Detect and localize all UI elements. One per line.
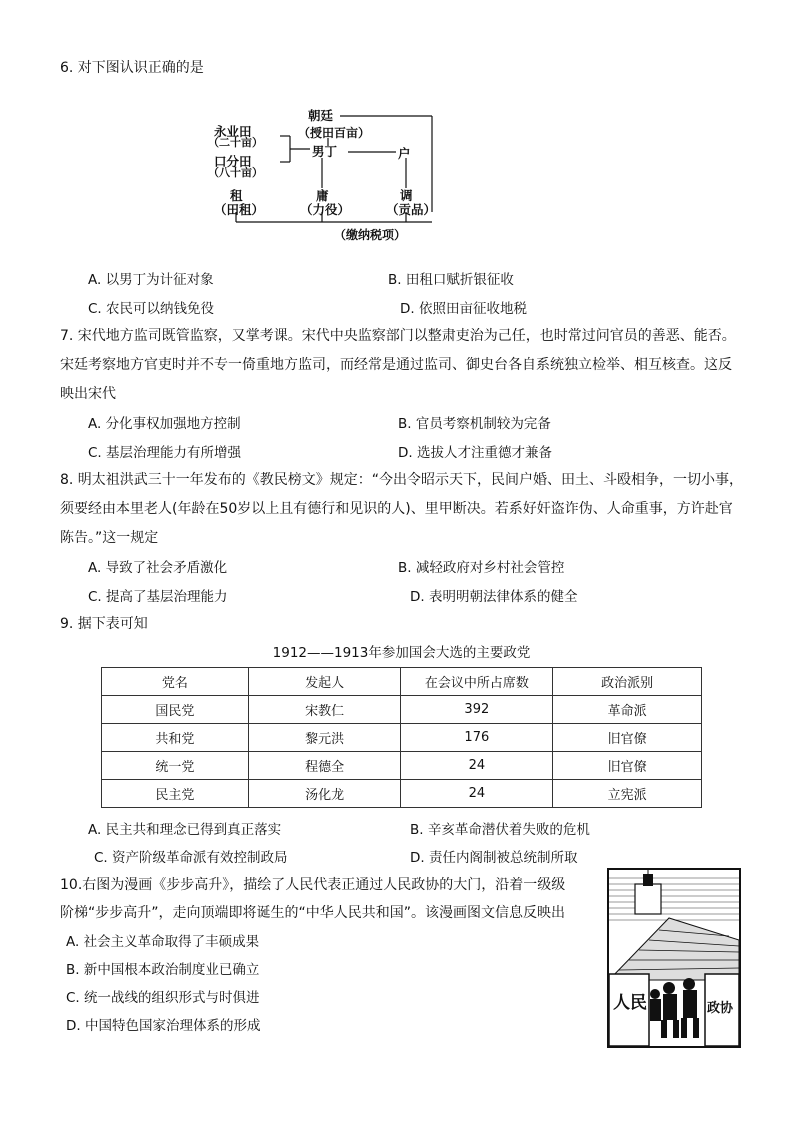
diagram-diao: 调 <box>400 188 413 203</box>
table-cell: 24 <box>401 780 553 808</box>
table-cell: 24 <box>401 752 553 780</box>
q9-table-caption: 1912——1913年参加国会大选的主要政党 <box>272 645 531 661</box>
table-cell: 统一党 <box>102 752 249 780</box>
q8-line-1: 8. 明太祖洪武三十一年发布的《教民榜文》规定：“今出令昭示天下，民间户婚、田土、斗殴相争，一切小事， <box>60 472 744 488</box>
q10-line-1: 10.右图为漫画《步步高升》，描绘了人民代表正通过人民政协的大门，沿着一级级 <box>60 877 566 893</box>
q7-option-d: D. 选拔人才注重德才兼备 <box>398 445 552 461</box>
q7-line-1: 7. 宋代地方监司既管监察，又掌考课。宋代中央监察部门以整肃吏治为己任，也时常过问官员的善恶、能否。 <box>60 328 736 344</box>
table-cell: 176 <box>401 724 553 752</box>
q7-line-2: 宋廷考察地方官吏时并不专一倚重地方监司，而经常是通过监司、御史台各自系统独立检举、相互核查。这反 <box>60 357 732 373</box>
diagram-yong-sub: （力役） <box>300 202 351 217</box>
diagram-court: 朝廷 <box>308 108 334 123</box>
table-cell: 程德全 <box>248 752 401 780</box>
diagram-yongye-sub: （二十亩） <box>208 136 263 149</box>
table-header: 政治派别 <box>553 668 702 696</box>
q8-option-c: C. 提高了基层治理能力 <box>88 589 228 605</box>
table-cell: 国民党 <box>102 696 249 724</box>
q6-diagram <box>200 100 460 250</box>
q10-option-a: A. 社会主义革命取得了丰硕成果 <box>66 934 260 950</box>
table-row <box>102 752 702 780</box>
q9-option-d: D. 责任内阁制被总统制所取 <box>410 850 578 866</box>
diagram-male: 男丁 <box>312 144 338 159</box>
q9-option-a: A. 民主共和理念已得到真正落实 <box>88 822 282 838</box>
table-cell: 392 <box>401 696 553 724</box>
q7-option-a: A. 分化事权加强地方控制 <box>88 416 241 432</box>
q9-stem: 9. 据下表可知 <box>60 616 148 632</box>
party-table <box>101 667 702 808</box>
q8-line-2: 须要经由本里老人(年龄在50岁以上且有德行和见识的人)、里甲断决。若系好奸盗诈伪、人命重事，方许赴官 <box>60 501 733 517</box>
table-row <box>102 780 702 808</box>
q6-option-a: A. 以男丁为计征对象 <box>88 272 214 288</box>
q10-option-b: B. 新中国根本政治制度业已确立 <box>66 962 260 978</box>
cartoon-illustration <box>609 870 739 1046</box>
diagram-diao-sub: （贡品） <box>386 202 437 217</box>
table-cell: 民主党 <box>102 780 249 808</box>
table-cell: 宋教仁 <box>248 696 401 724</box>
table-cell: 黎元洪 <box>248 724 401 752</box>
table-cell: 共和党 <box>102 724 249 752</box>
q10-option-d: D. 中国特色国家治理体系的形成 <box>66 1018 261 1034</box>
q6-stem: 6. 对下图认识正确的是 <box>60 60 204 76</box>
diagram-tax: （缴纳税项） <box>334 228 407 242</box>
table-cell: 革命派 <box>553 696 702 724</box>
table-cell: 汤化龙 <box>248 780 401 808</box>
cartoon-label-people: 人民 <box>613 993 647 1013</box>
diagram-yong: 庸 <box>316 188 329 203</box>
q6-option-c: C. 农民可以纳钱免役 <box>88 301 215 317</box>
q8-line-3: 陈告。”这一规定 <box>60 530 159 546</box>
diagram-zu: 租 <box>230 188 243 203</box>
diagram-yongye: 永业田 <box>214 124 252 139</box>
q7-option-c: C. 基层治理能力有所增强 <box>88 445 242 461</box>
table-header-row <box>102 668 702 696</box>
cartoon-label-cppcc: 政协 <box>707 1001 734 1016</box>
q8-option-d: D. 表明明朝法律体系的健全 <box>410 589 578 605</box>
diagram-land-grant: （授田百亩） <box>298 126 371 140</box>
q9-option-c: C. 资产阶级革命派有效控制政局 <box>94 850 288 866</box>
q6-option-b: B. 田租口赋折银征收 <box>388 272 514 288</box>
q8-option-a: A. 导致了社会矛盾激化 <box>88 560 228 576</box>
q8-option-b: B. 减轻政府对乡村社会管控 <box>398 560 565 576</box>
diagram-household: 户 <box>398 146 411 161</box>
q10-line-2: 阶梯“步步高升”，走向顶端即将诞生的“中华人民共和国”。该漫画图文信息反映出 <box>60 905 566 921</box>
table-row <box>102 724 702 752</box>
diagram-koufen: 口分田 <box>214 154 252 169</box>
table-header: 党名 <box>102 668 249 696</box>
table-cell: 立宪派 <box>553 780 702 808</box>
q7-option-b: B. 官员考察机制较为完备 <box>398 416 551 432</box>
cartoon-image <box>607 868 741 1048</box>
diagram-koufen-sub: （八十亩） <box>208 166 263 179</box>
table-cell: 旧官僚 <box>553 724 702 752</box>
q10-option-c: C. 统一战线的组织形式与时俱进 <box>66 990 260 1006</box>
q6-option-d: D. 依照田亩征收地税 <box>400 301 527 317</box>
q9-option-b: B. 辛亥革命潜伏着失败的危机 <box>410 822 590 838</box>
table-cell: 旧官僚 <box>553 752 702 780</box>
q7-line-3: 映出宋代 <box>60 386 116 402</box>
table-header: 发起人 <box>248 668 401 696</box>
diagram-zu-sub: （田租） <box>214 202 265 217</box>
table-header: 在会议中所占席数 <box>401 668 553 696</box>
table-row <box>102 696 702 724</box>
